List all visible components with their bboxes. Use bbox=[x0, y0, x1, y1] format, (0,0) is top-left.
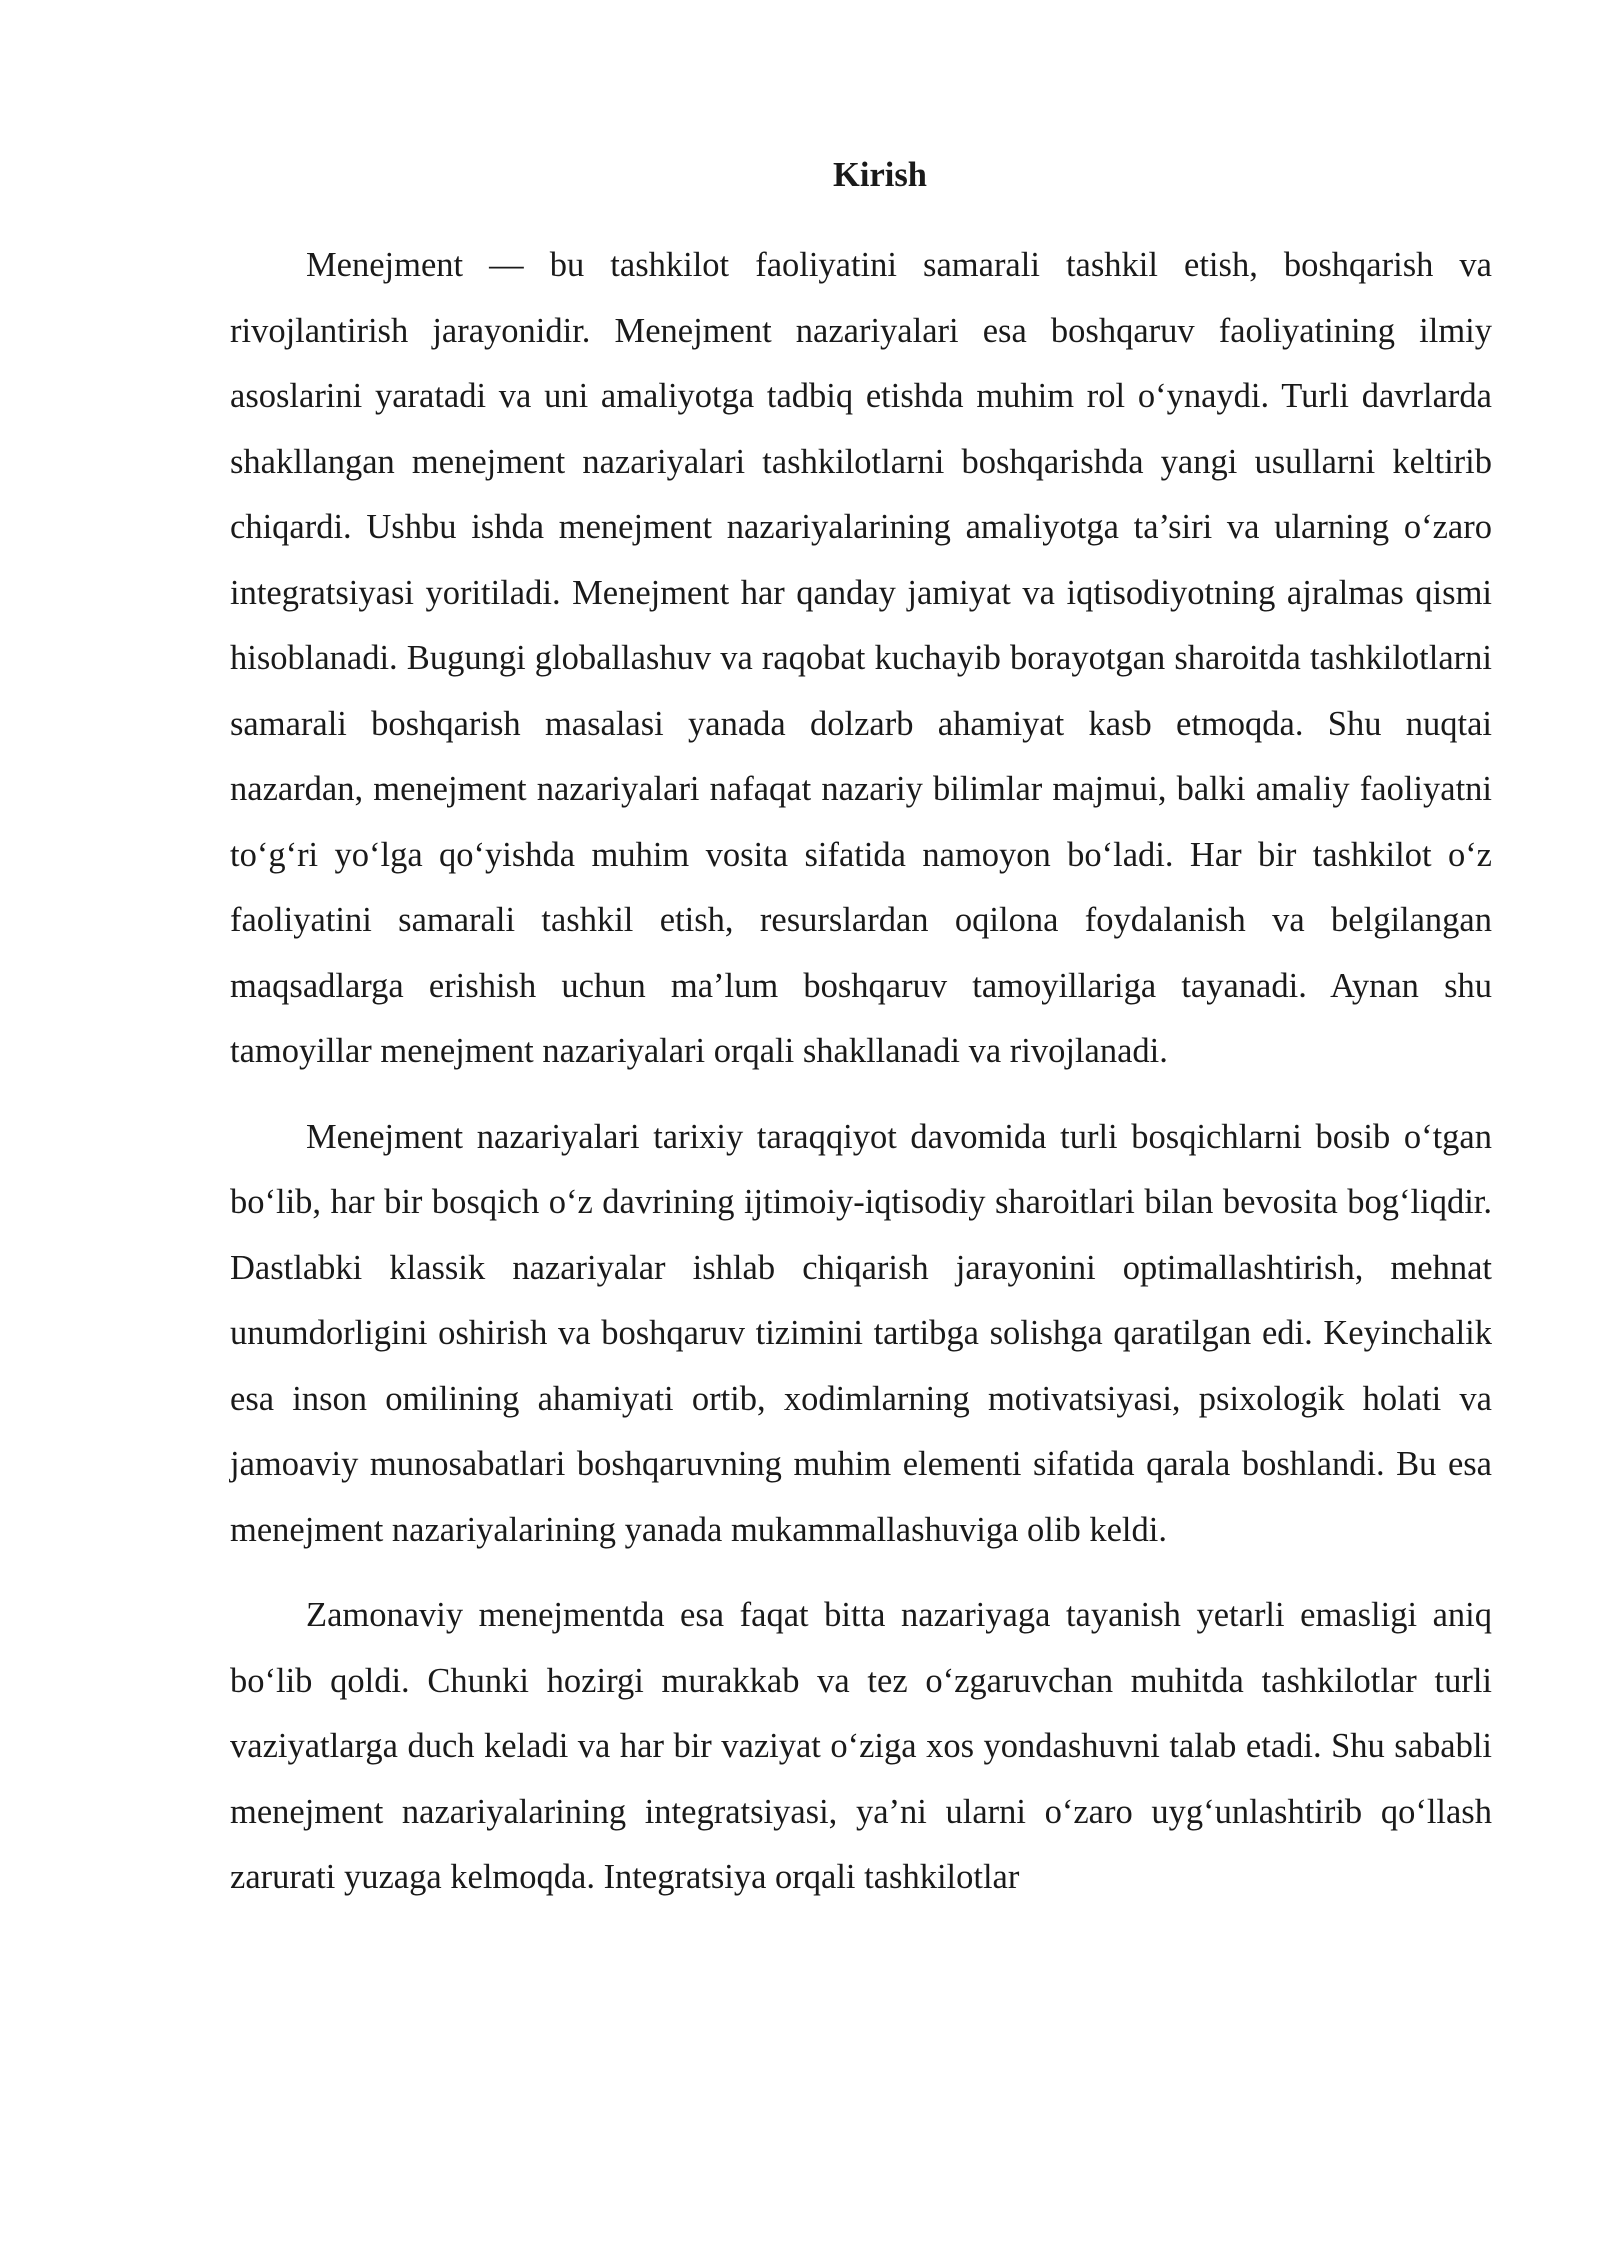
document-body bbox=[230, 150, 1492, 1911]
paragraph-1: Menejment — bu tashkilot faoliyatini samarali tashkil etish, boshqarish va rivojlantirish jarayonidir. Menejment nazariyalari esa boshqaruv faoliyatining ilmiy asoslarini yaratadi va uni amaliyotga tadbiq etishda muhim rol o‘ynaydi. Turli davrlarda shakllangan menejment nazariyalari tashkilotlarni boshqarishda yangi usullarni keltirib chiqardi. Ushbu ishda menejment nazariyalarining amaliyotga ta’siri va ularning o‘zaro integratsiyasi yoritiladi. Menejment har qanday jamiyat va iqtisodiyotning ajralmas qismi hisoblanadi. Bugungi globallashuv va raqobat kuchayib borayotgan sharoitda tashkilotlarni samarali boshqarish masalasi yanada dolzarb ahamiyat kasb etmoqda. Shu nuqtai nazardan, menejment nazariyalari nafaqat nazariy bilimlar majmui, balki amaliy faoliyatni to‘g‘ri yo‘lga qo‘yishda muhim vosita sifatida namoyon bo‘ladi. Har bir tashkilot o‘z faoliyatini samarali tashkil etish, resurslardan oqilona foydalanish va belgilangan maqsadlarga erishish uchun ma’lum boshqaruv tamoyillariga tayanadi. Aynan shu tamoyillar menejment nazariyalari orqali shakllanadi va rivojlanadi. bbox=[230, 246, 1492, 1070]
section-heading: Kirish bbox=[833, 156, 927, 194]
paragraph-2: Menejment nazariyalari tarixiy taraqqiyot davomida turli bosqichlarni bosib o‘tgan bo‘lib, har bir bosqich o‘z davrining ijtimoiy-iqtisodiy sharoitlari bilan bevosita bog‘liqdir. Dastlabki klassik nazariyalar ishlab chiqarish jarayonini optimallashtirish, mehnat unumdorligini oshirish va boshqaruv tizimini tartibga solishga qaratilgan edi. Keyinchalik esa inson omilining ahamiyati ortib, xodimlarning motivatsiyasi, psixologik holati va jamoaviy munosabatlari boshqaruvning muhim elementi sifatida qarala boshlandi. Bu esa menejment nazariyalarining yanada mukammallashuviga olib keldi. bbox=[230, 1117, 1492, 1549]
paragraph-3: Zamonaviy menejmentda esa faqat bitta nazariyaga tayanish yetarli emasligi aniq bo‘lib qoldi. Chunki hozirgi murakkab va tez o‘zgaruvchan muhitda tashkilotlar turli vaziyatlarga duch keladi va har bir vaziyat o‘ziga xos yondashuvni talab etadi. Shu sababli menejment nazariyalarining integratsiyasi, ya’ni ularni o‘zaro uyg‘unlashtirib qo‘llash zarurati yuzaga kelmoqda. Integratsiya orqali tashkilotlar bbox=[230, 1596, 1492, 1896]
